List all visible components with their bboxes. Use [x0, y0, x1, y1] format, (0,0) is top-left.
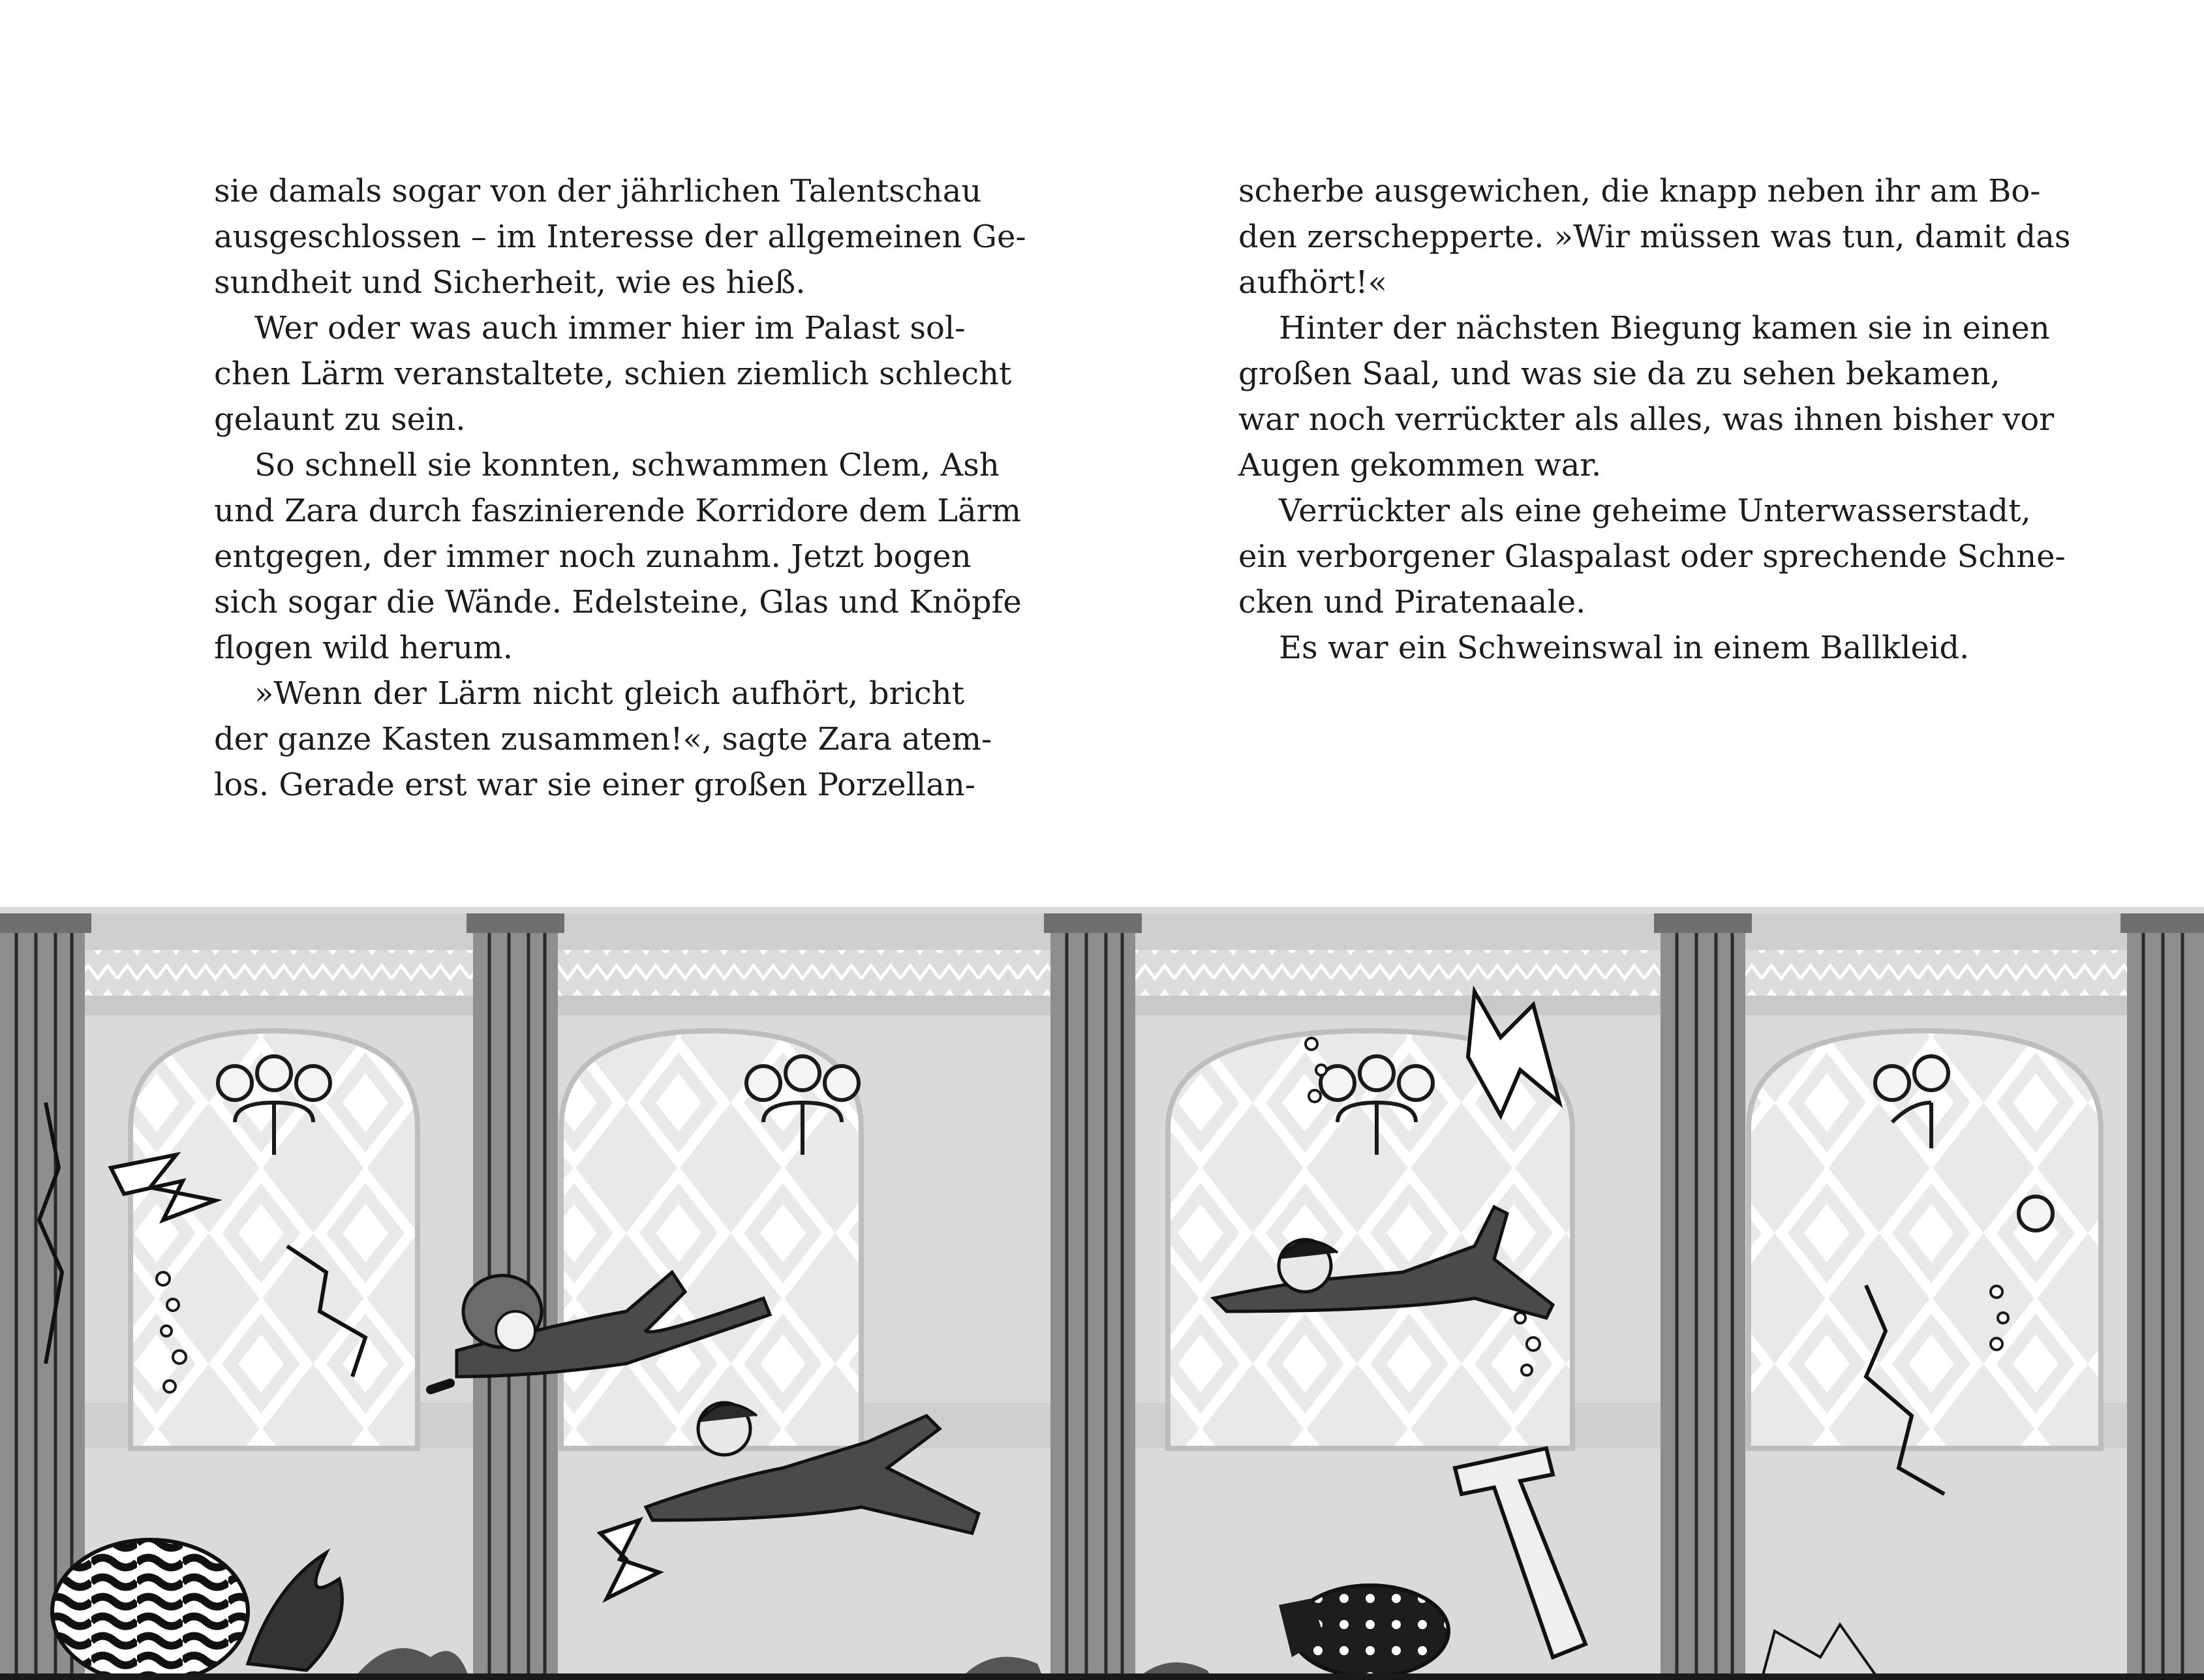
text-line: cken und Piratenaale.	[1238, 584, 1586, 620]
text-line: gelaunt zu sein.	[214, 401, 466, 438]
text-line: entgegen, der immer noch zunahm. Jetzt bogen	[214, 538, 972, 575]
right-text-column	[1238, 168, 2071, 671]
text-line: sie damals sogar von der jährlichen Talentschau	[214, 173, 982, 209]
text-line: sich sogar die Wände. Edelsteine, Glas und Knöpfe	[214, 584, 1022, 620]
text-line: großen Saal, und was sie da zu sehen bekamen,	[1238, 356, 2000, 392]
text-line: Es war ein Schweinswal in einem Ballkleid.	[1279, 630, 1970, 666]
text-line: und Zara durch faszinierende Korridore dem Lärm	[214, 493, 1022, 529]
column-5	[2120, 913, 2204, 1680]
text-line: ausgeschlossen – im Interesse der allgemeinen Ge-	[214, 219, 1026, 255]
text-line: sundheit und Sicherheit, wie es hieß.	[214, 264, 806, 301]
text-line: Augen gekommen war.	[1238, 447, 1602, 483]
text-line: So schnell sie konnten, schwammen Clem, Ash	[254, 447, 1000, 483]
text-line: Verrückter als eine geheime Unterwasserstadt,	[1279, 493, 2031, 529]
text-line: los. Gerade erst war sie einer großen Porzellan-	[214, 767, 976, 803]
text-line: scherbe ausgewichen, die knapp neben ihr am Bo-	[1238, 173, 2041, 209]
text-line: Hinter der nächsten Biegung kamen sie in einen	[1279, 310, 2050, 346]
text-line: flogen wild herum.	[214, 630, 513, 666]
column-4	[1654, 913, 1752, 1680]
text-line: den zerschepperte. »Wir müssen was tun, damit das	[1238, 219, 2071, 255]
underwater-palace-illustration	[0, 907, 2204, 1680]
text-line: war noch verrückter als alles, was ihnen bisher vor	[1238, 401, 2055, 438]
column-3	[1044, 913, 1142, 1680]
text-line: aufhört!«	[1238, 264, 1387, 301]
text-line: ein verborgener Glaspalast oder sprechende Schne-	[1238, 538, 2066, 575]
left-text-column	[214, 168, 1026, 808]
text-line: der ganze Kasten zusammen!«, sagte Zara atem-	[214, 721, 992, 757]
text-line: »Wenn der Lärm nicht gleich aufhört, bricht	[254, 675, 964, 712]
text-line: chen Lärm veranstaltete, schien ziemlich schlecht	[214, 356, 1012, 392]
patterned-vase-icon	[52, 1540, 248, 1680]
text-line: Wer oder was auch immer hier im Palast sol-	[254, 310, 966, 346]
